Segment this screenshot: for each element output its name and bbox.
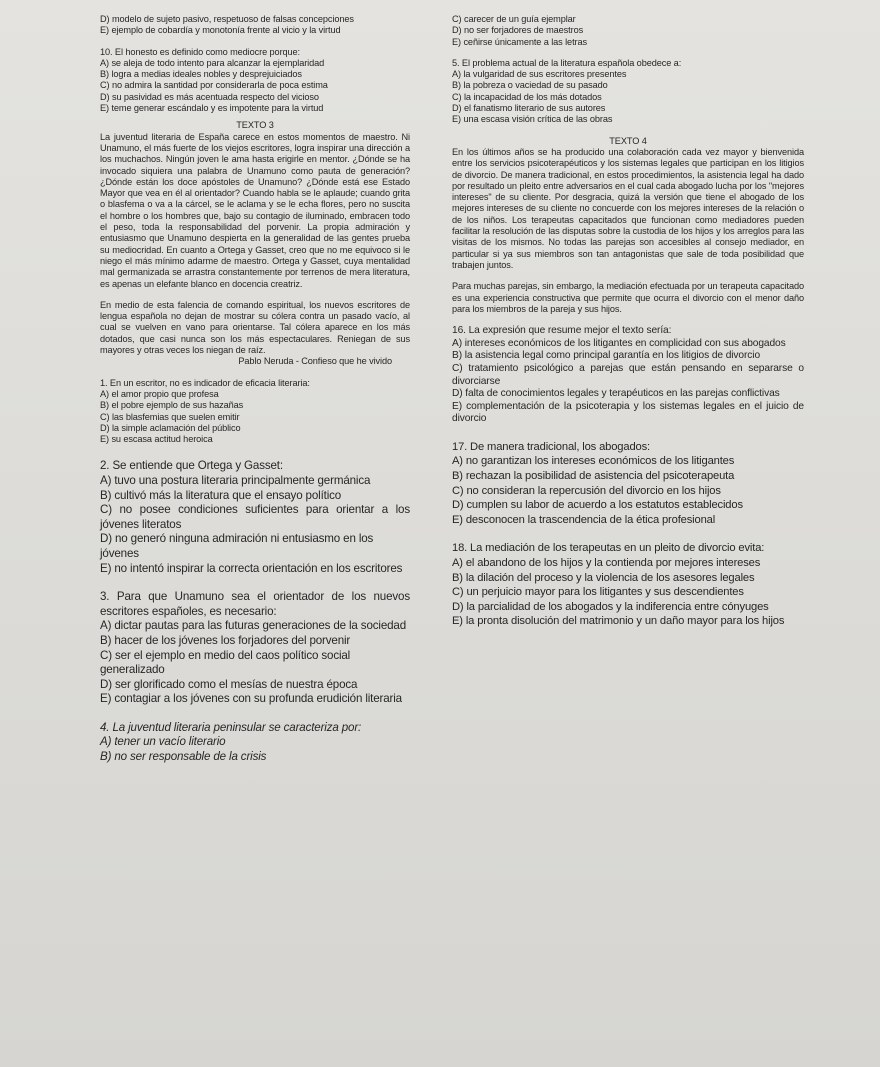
paragraph: Para muchas parejas, sin embargo, la mediación efectuada por un terapeuta capacitado es una experiencia constructiva que permite que ocurra el divorcio con el menor daño para los miembros de la pareja y sus hijos. bbox=[452, 281, 804, 314]
option: D) la simple aclamación del público bbox=[100, 422, 241, 433]
option: E) desconocen la trascendencia de la ética profesional bbox=[452, 513, 716, 526]
paragraph: La juventud literaria de España carece en estos momentos de maestro. Ni Unamuno, el más fuerte de los viejos escritores, logra inspirar una dirección a los muchachos. Ningún joven le ama hasta erigirle en mentor. ¿Dónde se ha invocado siquiera una palabra de Unamuno como pauta de generación? ¿Dónde están los doce apóstoles de Unamuno? ¿Dónde está ese Estado Mayor que vea en él al orientador? Cuando habla se le aplaude; cuando grita o blasfema o va a la cárcel, se le aclama y se le echa flores, pero no suscita el hombre o los hombres que, bajo su contagio de iluminado, embracen todo el peso, toda la responsabilidad del porvenir. La propia admiración y entusiasmo que Unamuno despierta en la generalidad de las gentes prueba su mediocridad. En cuanto a Ortega y Gasset, creo que no me equivoco si le niego el más mínimo adarme de maestro. Ortega y Gasset, cuya mentalidad mal germanizada se arrastra constantemente por terrenos de mera literatura, es apenas un elefante blanco en docencia creatriz. bbox=[100, 131, 410, 289]
question-text: 18. La mediación de los terapeutas en un pleito de divorcio evita: bbox=[452, 542, 765, 555]
question-1 bbox=[100, 378, 410, 446]
text-title: TEXTO 4 bbox=[609, 135, 647, 146]
question-text: 2. Se entiende que Ortega y Gasset: bbox=[100, 459, 283, 473]
texto-4 bbox=[452, 136, 804, 315]
question-17 bbox=[452, 440, 804, 528]
question-text: 3. Para que Unamuno sea el orientador de los nuevos escritores españoles, es necesario: bbox=[100, 590, 410, 618]
option: D) su pasividad es más acentuada respecto del vicioso bbox=[100, 91, 319, 102]
paragraph: En los últimos años se ha producido una colaboración cada vez mayor y bienvenida entre los servicios psicoterapéuticos y los sistemas legales que participan en los litigios de divorcio. De manera tradicional, en estos procedimientos, la asistencia legal ha dado por resultado un pleito entre adversarios en el cual cada abogado lucha por los "mejores intereses" de su cliente. Por desgracia, quizá la versión que tiene el abogado de los mejores intereses de su cliente no concuerde con los mejores intereses de la relación o de los niños. Los terapeutas capacitados que funcionan como mediadores pueden facilitar la resolución de las disputas sobre la custodia de los hijos y los arreglos para las visitas de los mismos. No todas las parejas son accesibles al consejo mediador, en particular si ya sus miembros son tan antagonistas que sale de toda posibilidad que trabajen juntos. bbox=[452, 146, 804, 270]
option: A) no garantizan los intereses económicos de los litigantes bbox=[452, 455, 735, 468]
option: B) logra a medias ideales nobles y desprejuiciados bbox=[100, 69, 302, 80]
option: B) cultivó más la literatura que el ensayo político bbox=[100, 488, 342, 502]
option: E) complementación de la psicoterapia y los sistemas legales en el juicio de divorcio bbox=[452, 400, 804, 425]
option: A) se aleja de todo intento para alcanzar la ejemplaridad bbox=[100, 57, 325, 68]
text-source: Pablo Neruda - Confieso que he vivido bbox=[238, 356, 392, 367]
option: E) la pronta disolución del matrimonio y un daño mayor para los hijos bbox=[452, 615, 785, 628]
option: B) el pobre ejemplo de sus hazañas bbox=[100, 400, 244, 411]
option: C) ser el ejemplo en medio del caos político social generalizado bbox=[100, 648, 351, 677]
option: D) el fanatismo literario de sus autores bbox=[452, 103, 606, 114]
option: A) la vulgaridad de sus escritores presentes bbox=[452, 69, 627, 80]
option: B) rechazan la posibilidad de asistencia del psicoterapeuta bbox=[452, 470, 735, 483]
option: D) no generó ninguna admiración ni entusiasmo en los jóvenes bbox=[100, 532, 374, 560]
question-text: 4. La juventud literaria peninsular se caracteriza por: bbox=[100, 720, 362, 734]
option: A) intereses económicos de los litigantes en complicidad con sus abogados bbox=[452, 337, 786, 349]
option: C) no consideran la repercusión del divorcio en los hijos bbox=[452, 484, 721, 497]
paragraph: En medio de esta falencia de comando espiritual, los nuevos escritores de lengua española no dejan de mostrar su cólera contra un pasado vacío, al cual se vuelven en vano para orientarse. Tal cólera aparece en los más dotados, que casi nunca son los más espectaculares. Reniegan de sus mayores y otras veces los niegan de raíz. bbox=[100, 299, 410, 356]
question-18 bbox=[452, 541, 804, 629]
option: A) dictar pautas para las futuras generaciones de la sociedad bbox=[100, 619, 407, 633]
option: B) hacer de los jóvenes los forjadores del porvenir bbox=[100, 633, 351, 647]
question-10 bbox=[100, 47, 410, 115]
option: B) la dilación del proceso y la violencia de los asesores legales bbox=[452, 571, 755, 584]
option: E) no intentó inspirar la correcta orientación en los escritores bbox=[100, 561, 403, 575]
question-text: 10. El honesto es definido como mediocre porque: bbox=[100, 46, 301, 57]
option: E) contagiar a los jóvenes con su profunda erudición literaria bbox=[100, 692, 402, 706]
question-2 bbox=[100, 459, 410, 576]
question-text: 17. De manera tradicional, los abogados: bbox=[452, 440, 650, 453]
option: E) ejemplo de cobardía y monotonía frente al vicio y la virtud bbox=[100, 25, 341, 36]
question-16 bbox=[452, 325, 804, 426]
question-5 bbox=[452, 58, 804, 126]
right-column bbox=[452, 14, 804, 629]
option: E) ceñirse únicamente a las letras bbox=[452, 36, 587, 47]
option: D) modelo de sujeto pasivo, respetuoso de falsas concepciones bbox=[100, 14, 354, 24]
option: D) ser glorificado como el mesías de nuestra época bbox=[100, 677, 358, 691]
option: C) un perjuicio mayor para los litigantes y sus descendientes bbox=[452, 586, 744, 599]
texto-3 bbox=[100, 120, 410, 367]
option: C) carecer de un guía ejemplar bbox=[452, 14, 576, 24]
option: D) no ser forjadores de maestros bbox=[452, 25, 584, 36]
question-text: 16. La expresión que resume mejor el texto sería: bbox=[452, 325, 672, 337]
option: B) no ser responsable de la crisis bbox=[100, 750, 267, 764]
option: C) las blasfemias que suelen emitir bbox=[100, 411, 240, 422]
left-column bbox=[100, 14, 410, 765]
option: A) el amor propio que profesa bbox=[100, 388, 219, 399]
option: B) la pobreza o vaciedad de su pasado bbox=[452, 80, 608, 91]
option: C) no posee condiciones suficientes para orientar a los jóvenes literatos bbox=[100, 503, 410, 531]
option: A) tener un vacío literario bbox=[100, 735, 226, 749]
question-3 bbox=[100, 590, 410, 707]
question-text: 5. El problema actual de la literatura española obedece a: bbox=[452, 57, 682, 68]
question-text: 1. En un escritor, no es indicador de eficacia literaria: bbox=[100, 377, 310, 388]
left-top-options bbox=[100, 14, 410, 37]
option: C) no admira la santidad por considerarla de poca estima bbox=[100, 80, 328, 91]
option: A) el abandono de los hijos y la contienda por mejores intereses bbox=[452, 557, 761, 570]
option: A) tuvo una postura literaria principalmente germánica bbox=[100, 473, 371, 487]
text-title: TEXTO 3 bbox=[236, 120, 274, 131]
option: D) la parcialidad de los abogados y la indiferencia entre cónyuges bbox=[452, 600, 769, 613]
option: D) cumplen su labor de acuerdo a los estatutos establecidos bbox=[452, 499, 743, 512]
option: B) la asistencia legal como principal garantía en los litigios de divorcio bbox=[452, 350, 761, 362]
option: E) su escasa actitud heroica bbox=[100, 434, 213, 445]
option: C) tratamiento psicológico a parejas que están pensando en separarse o divorciarse bbox=[452, 362, 804, 387]
option: C) la incapacidad de los más dotados bbox=[452, 91, 602, 102]
option: E) teme generar escándalo y es impotente para la virtud bbox=[100, 103, 324, 114]
option: D) falta de conocimientos legales y terapéuticos en las parejas conflictivas bbox=[452, 388, 780, 400]
right-top-options bbox=[452, 14, 804, 48]
question-4 bbox=[100, 721, 410, 765]
option: E) una escasa visión crítica de las obras bbox=[452, 114, 613, 125]
